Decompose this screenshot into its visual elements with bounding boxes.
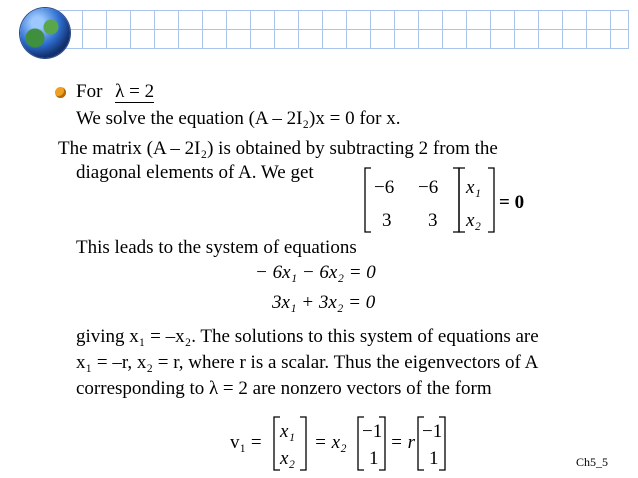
vector-m1: −1 bbox=[362, 421, 383, 442]
vector-eq-x2: = x₂ bbox=[314, 432, 347, 453]
vector-eq-r: = r bbox=[390, 432, 415, 453]
line-5: giving x₁ = –x₂. The solutions to this system of equations are bbox=[76, 326, 539, 347]
slide-number: Ch5_5 bbox=[575, 455, 608, 469]
vector-lhs: v₁ = bbox=[230, 432, 262, 453]
matrix-a11: −6 bbox=[374, 177, 395, 198]
system-eq-2: 3x₁ + 3x₂ = 0 bbox=[272, 292, 376, 313]
for-label: For bbox=[76, 81, 103, 102]
matrix-rhs: = 0 bbox=[499, 192, 525, 213]
matrix-a12: −6 bbox=[418, 177, 439, 198]
matrix-a22: 3 bbox=[428, 210, 438, 231]
line-6: x₁ = –r, x₂ = r, where r is a scalar. Thus the eigenvectors of A bbox=[76, 352, 539, 373]
matrix-a21: 3 bbox=[382, 210, 392, 231]
vector-n2: 1 bbox=[429, 448, 439, 469]
vector-n1: −1 bbox=[422, 421, 443, 442]
vector-v-x1: x₁ bbox=[280, 421, 296, 442]
vector-m2: 1 bbox=[369, 448, 379, 469]
system-eq-1: − 6x₁ − 6x₂ = 0 bbox=[255, 262, 376, 283]
line-4: This leads to the system of equations bbox=[76, 237, 357, 258]
vector-x2: x₂ bbox=[466, 210, 482, 231]
line-1: We solve the equation (A – 2I₂)x = 0 for x. bbox=[76, 108, 401, 129]
line-3: diagonal elements of A. We get bbox=[76, 162, 314, 183]
line-7: corresponding to λ = 2 are nonzero vectors of the form bbox=[76, 378, 492, 399]
vector-x1: x₁ bbox=[466, 177, 482, 198]
vector-v-x2: x₂ bbox=[280, 448, 296, 469]
line-2: The matrix (A – 2I₂) is obtained by subtracting 2 from the bbox=[58, 138, 498, 159]
lambda-value: λ = 2 bbox=[115, 81, 155, 102]
